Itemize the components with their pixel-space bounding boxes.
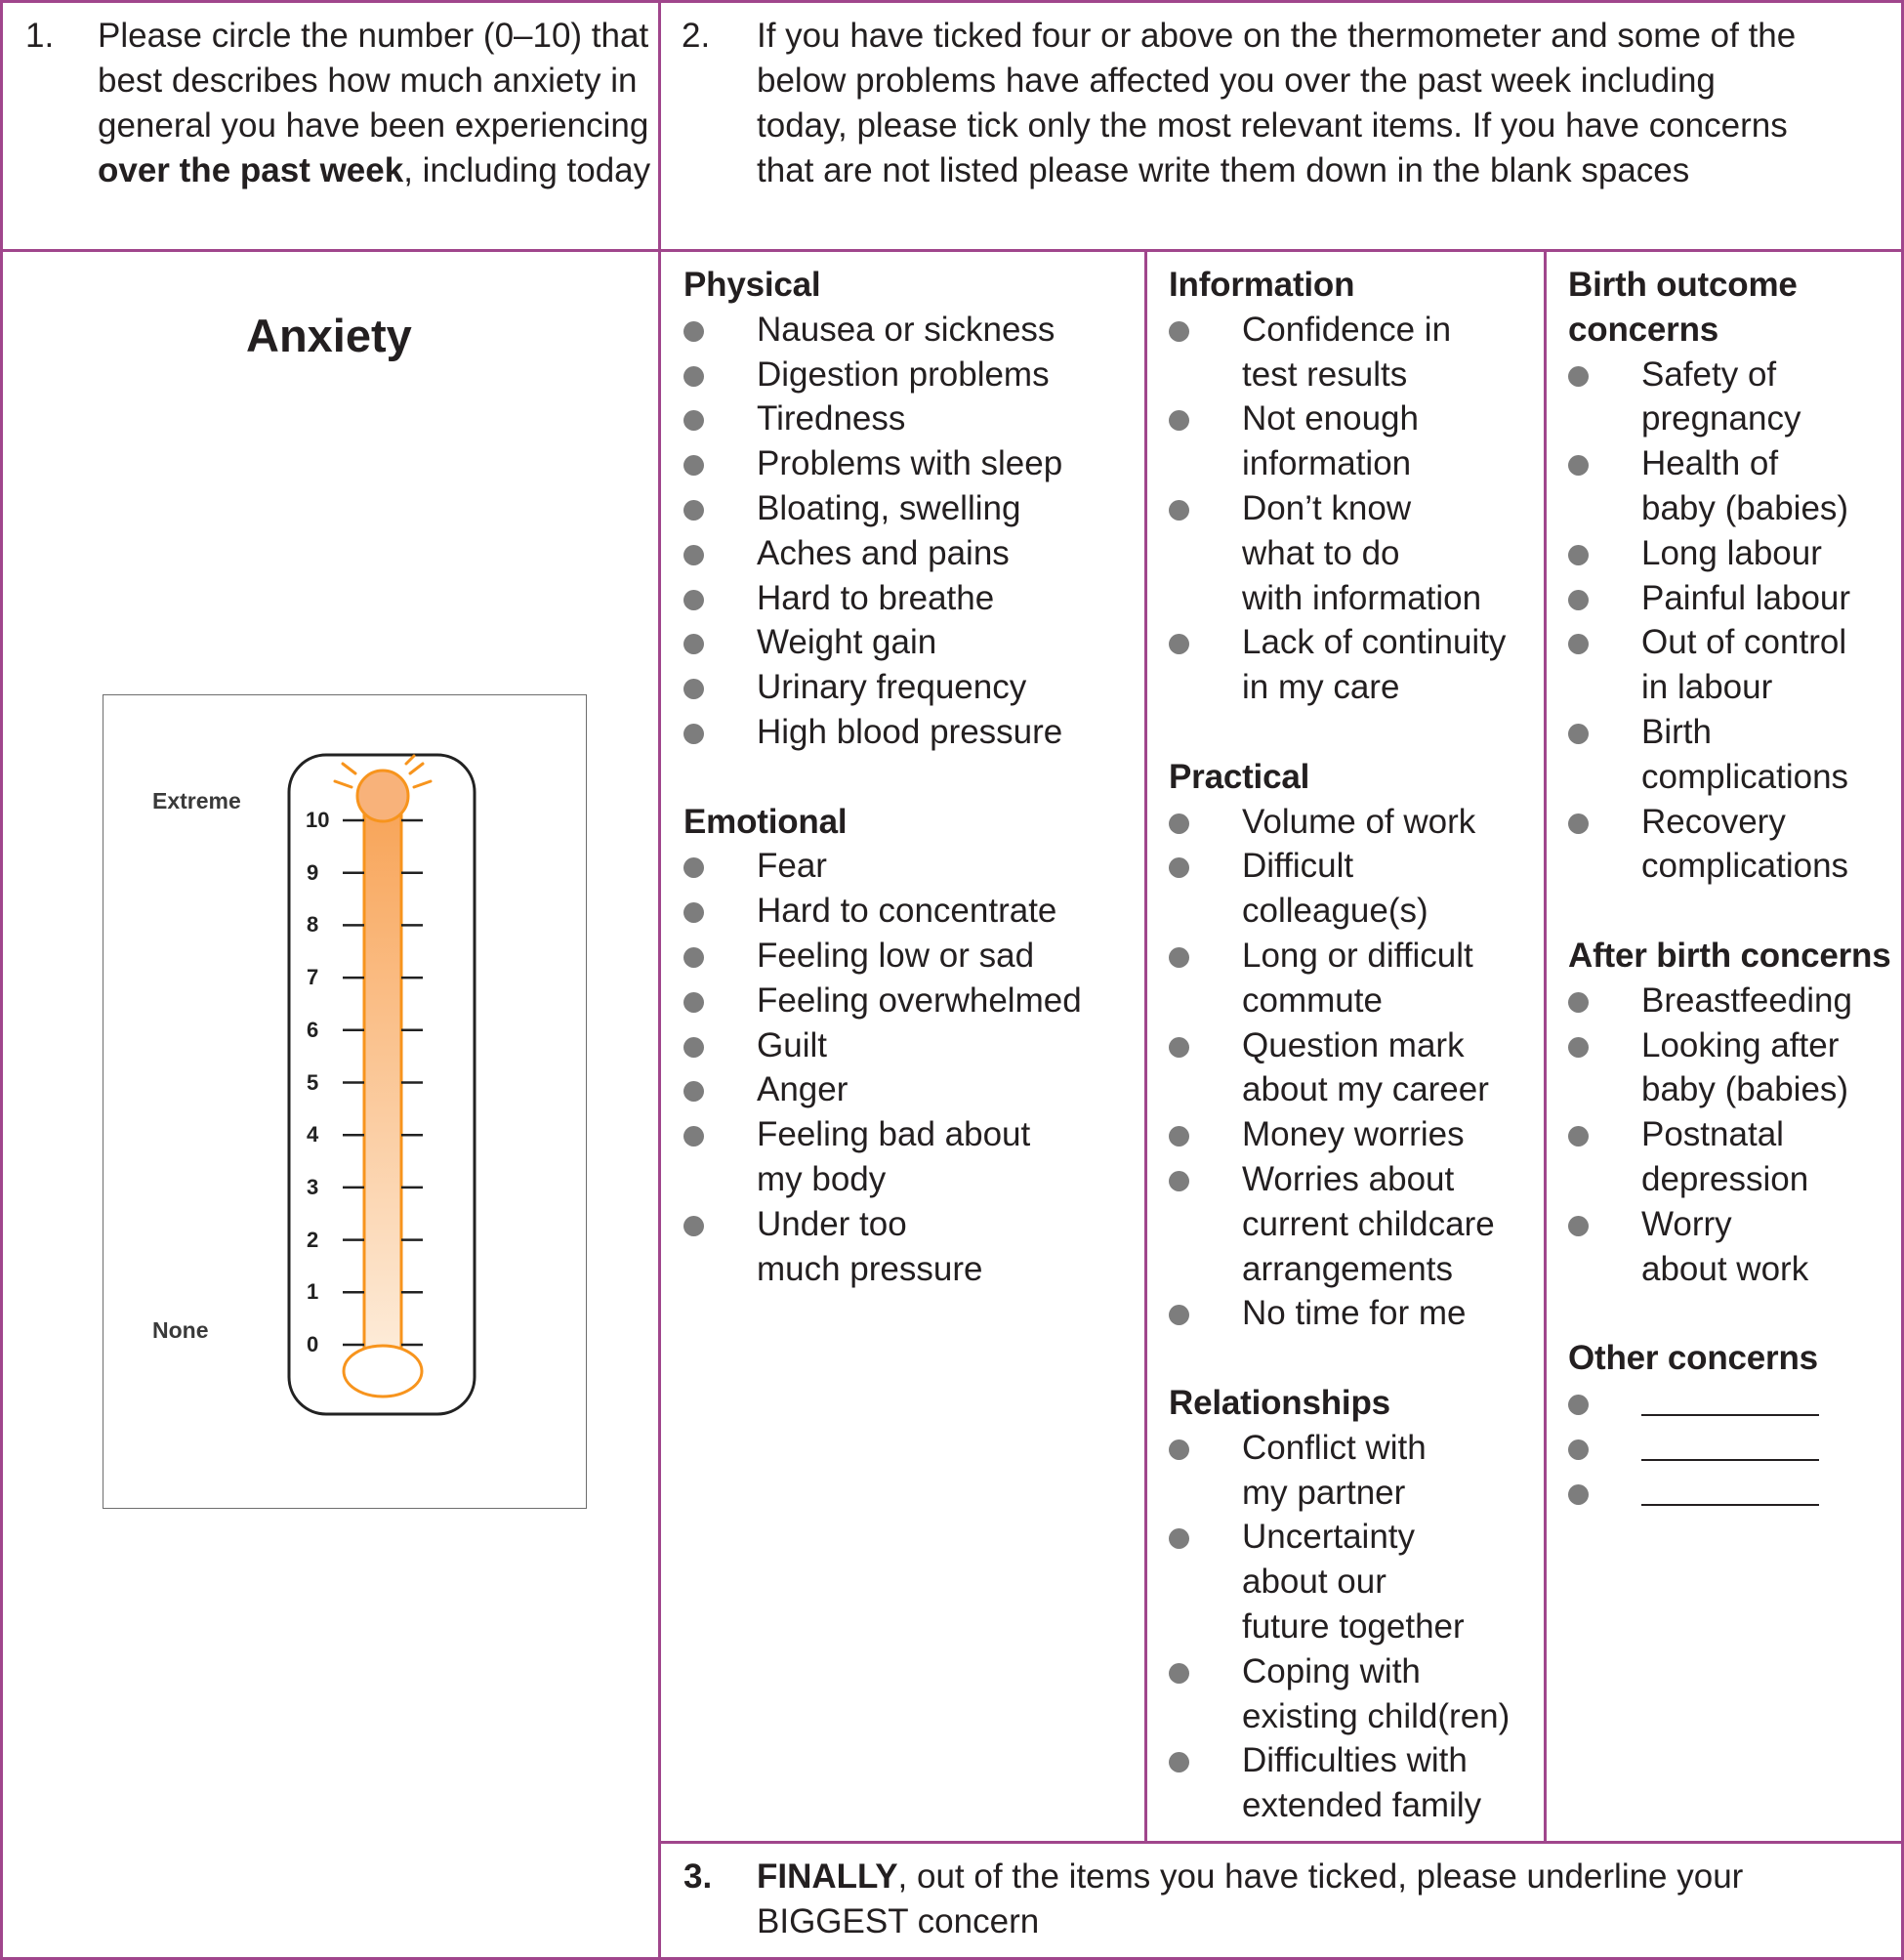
- bullet-icon: [683, 857, 704, 878]
- checklist-item-problems-with-sleep[interactable]: [683, 441, 1133, 486]
- checklist-item-aches-and-pains[interactable]: [683, 531, 1133, 576]
- item-label: Worry: [1641, 1204, 1732, 1243]
- question-1-text: Please circle the number (0–10) that best describes how much anxiety in general you have been experiencing over the past week, including today: [98, 17, 651, 189]
- list-divider-1: [1144, 249, 1147, 1843]
- concern-column-2: [1169, 263, 1540, 1828]
- bullet-icon: [1169, 1305, 1189, 1325]
- question-1-number: 1.: [25, 17, 55, 55]
- item-label: Under too: [757, 1204, 907, 1243]
- checklist-item-safety-of-pregnancy[interactable]: [1568, 353, 1900, 442]
- thermometer-graphic[interactable]: [103, 695, 588, 1510]
- checklist-item-confidence-in-test-results[interactable]: [1169, 308, 1540, 397]
- main-column-divider: [658, 0, 661, 1960]
- checklist-item-urinary-frequency[interactable]: [683, 665, 1133, 710]
- bullet-icon: [683, 1081, 704, 1102]
- item-label: Long labour: [1641, 533, 1822, 572]
- checklist-item-breastfeeding[interactable]: [1568, 979, 1900, 1023]
- item-label: Difficult: [1242, 847, 1354, 886]
- item-label: Feeling overwhelmed: [757, 980, 1082, 1020]
- bullet-icon: [1568, 366, 1589, 387]
- item-label: Nausea or sickness: [757, 310, 1055, 349]
- checklist-item-difficult-colleague-s[interactable]: [1169, 844, 1540, 934]
- scale-number-9[interactable]: 9: [307, 859, 319, 885]
- bullet-icon: [683, 947, 704, 968]
- item-label: Digestion problems: [757, 354, 1050, 394]
- concern-column-3: [1568, 263, 1900, 1515]
- checklist-item-question-mark-about-my-career[interactable]: [1169, 1023, 1540, 1113]
- checklist-item-nausea-or-sickness[interactable]: [683, 308, 1133, 353]
- item-label: Birth: [1641, 712, 1712, 751]
- checklist-item-feeling-overwhelmed[interactable]: [683, 979, 1133, 1023]
- item-label: commute: [1242, 980, 1383, 1020]
- item-label: Tiredness: [757, 399, 906, 438]
- bullet-icon: [683, 321, 704, 342]
- scale-number-10[interactable]: 10: [306, 808, 330, 832]
- item-label: baby (babies): [1641, 1070, 1849, 1109]
- item-label: Feeling low or sad: [757, 936, 1035, 975]
- list-divider-2: [1544, 249, 1547, 1843]
- bullet-icon: [1568, 813, 1589, 834]
- item-label: future together: [1242, 1606, 1465, 1646]
- checklist-item-long-or-difficult-commute[interactable]: [1169, 934, 1540, 1023]
- scale-number-5[interactable]: 5: [307, 1069, 319, 1095]
- bullet-icon: [1169, 1439, 1189, 1460]
- item-label: my body: [757, 1159, 887, 1198]
- item-label: in my care: [1242, 668, 1400, 707]
- item-label: existing child(ren): [1242, 1696, 1511, 1735]
- item-label: complications: [1641, 847, 1849, 886]
- blank-line-input[interactable]: [1641, 1471, 1819, 1506]
- bullet-icon: [683, 992, 704, 1013]
- extreme-label: Extreme: [152, 788, 241, 813]
- none-label: None: [152, 1317, 209, 1343]
- checklist-item-volume-of-work[interactable]: [1169, 800, 1540, 845]
- item-label: extended family: [1242, 1786, 1482, 1825]
- checklist-item-coping-with-existing-child-ren[interactable]: [1169, 1649, 1540, 1739]
- item-label: Not enough: [1242, 399, 1419, 438]
- item-label: pregnancy: [1641, 399, 1801, 438]
- concern-column-1: [683, 263, 1133, 1291]
- bullet-icon: [683, 1037, 704, 1058]
- item-label: Problems with sleep: [757, 444, 1063, 483]
- bullet-icon: [1169, 634, 1189, 654]
- header-divider: [0, 249, 1904, 252]
- bullet-icon: [1568, 1126, 1589, 1147]
- item-label: Don’t know: [1242, 488, 1412, 527]
- item-label: Volume of work: [1242, 802, 1476, 841]
- item-label: Urinary frequency: [757, 668, 1027, 707]
- bullet-icon: [1169, 410, 1189, 431]
- bullet-icon: [1169, 500, 1189, 521]
- item-label: much pressure: [757, 1249, 983, 1288]
- item-label: information: [1242, 444, 1412, 483]
- bullet-icon: [683, 1216, 704, 1236]
- checklist-item-money-worries[interactable]: [1169, 1112, 1540, 1157]
- category-heading-information: Information: [1169, 266, 1355, 304]
- item-label: Lack of continuity: [1242, 623, 1507, 662]
- checklist-item-anger[interactable]: [683, 1067, 1133, 1112]
- border-left: [0, 0, 3, 1960]
- bullet-icon: [1568, 590, 1589, 610]
- item-label: Painful labour: [1641, 578, 1851, 617]
- item-label: with information: [1242, 578, 1482, 617]
- border-top: [0, 0, 1904, 3]
- bullet-icon: [683, 724, 704, 744]
- thermometer-title: Anxiety: [246, 310, 412, 361]
- item-label: Worries about: [1242, 1159, 1455, 1198]
- item-label: about work: [1641, 1249, 1809, 1288]
- item-label: Safety of: [1641, 354, 1777, 394]
- bullet-icon: [1568, 1216, 1589, 1236]
- bullet-icon: [1568, 1395, 1589, 1415]
- item-label: Guilt: [757, 1025, 827, 1064]
- scale-number-6[interactable]: 6: [307, 1017, 319, 1042]
- item-label: Feeling bad about: [757, 1115, 1031, 1154]
- bullet-icon: [1169, 947, 1189, 968]
- bullet-icon: [1568, 455, 1589, 476]
- section-gap: [1169, 1336, 1540, 1381]
- item-label: Out of control: [1641, 623, 1847, 662]
- section-gap: [683, 755, 1133, 800]
- question-3-text: FINALLY, out of the items you have ticked, please underline your BIGGEST concern: [757, 1857, 1744, 1940]
- checklist-item-difficulties-with-extended-family[interactable]: [1169, 1738, 1540, 1828]
- item-label: test results: [1242, 354, 1408, 394]
- checklist-item-painful-labour[interactable]: [1568, 576, 1900, 621]
- blank-line-input[interactable]: [1641, 1426, 1819, 1461]
- item-label: Conflict with: [1242, 1428, 1427, 1467]
- section-gap: [1169, 710, 1540, 755]
- question-3-number: 3.: [683, 1857, 713, 1896]
- blank-concern-item[interactable]: [1568, 1381, 1900, 1426]
- checklist-item-birth-complications[interactable]: [1568, 710, 1900, 800]
- checklist-item-digestion-problems[interactable]: [683, 353, 1133, 397]
- blank-line-input[interactable]: [1641, 1381, 1819, 1416]
- item-label: Health of: [1641, 444, 1779, 483]
- item-label: Confidence in: [1242, 310, 1452, 349]
- bullet-icon: [683, 902, 704, 923]
- bullet-icon: [683, 679, 704, 699]
- bullet-icon: [1169, 1171, 1189, 1191]
- scale-number-4[interactable]: 4: [307, 1122, 319, 1147]
- bullet-icon: [683, 455, 704, 476]
- checklist-item-guilt[interactable]: [683, 1023, 1133, 1068]
- item-label: No time for me: [1242, 1294, 1467, 1333]
- checklist-item-worries-about-current-childcare-arrangements[interactable]: [1169, 1157, 1540, 1291]
- item-label: Question mark: [1242, 1025, 1465, 1064]
- category-heading-after-birth-concerns: After birth concerns: [1568, 936, 1891, 975]
- bullet-icon: [1568, 1484, 1589, 1505]
- category-heading-relationships: Relationships: [1169, 1383, 1390, 1422]
- item-label: in labour: [1641, 668, 1773, 707]
- item-label: about our: [1242, 1563, 1387, 1602]
- bullet-icon: [1568, 992, 1589, 1013]
- footer-divider: [658, 1841, 1904, 1844]
- category-heading-other-concerns: Other concerns: [1568, 1339, 1818, 1378]
- bullet-icon: [683, 366, 704, 387]
- checklist-item-fear[interactable]: [683, 844, 1133, 889]
- anxiety-thermometer: [103, 694, 587, 1509]
- checklist-item-not-enough-information[interactable]: [1169, 396, 1540, 486]
- item-label: arrangements: [1242, 1249, 1453, 1288]
- item-label: baby (babies): [1641, 488, 1849, 527]
- item-label: Long or difficult: [1242, 936, 1473, 975]
- checklist-item-bloating-swelling[interactable]: [683, 486, 1133, 531]
- bullet-icon: [683, 590, 704, 610]
- bullet-icon: [683, 634, 704, 654]
- item-label: colleague(s): [1242, 892, 1428, 931]
- item-label: Anger: [757, 1070, 849, 1109]
- category-heading-birth-outcome-concerns: Birth outcome: [1568, 266, 1798, 304]
- scale-number-2[interactable]: 2: [307, 1227, 319, 1252]
- item-label: Recovery: [1641, 802, 1786, 841]
- checklist-item-tiredness[interactable]: [683, 396, 1133, 441]
- blank-concern-item[interactable]: [1568, 1426, 1900, 1471]
- scale-number-7[interactable]: 7: [307, 965, 319, 990]
- blank-concern-item[interactable]: [1568, 1471, 1900, 1516]
- checklist-item-lack-of-continuity-in-my-care[interactable]: [1169, 620, 1540, 710]
- checklist-item-postnatal-depression[interactable]: [1568, 1112, 1900, 1202]
- question-2-number: 2.: [682, 17, 711, 55]
- item-label: Postnatal: [1641, 1115, 1784, 1154]
- thermometer-top-bulb: [357, 771, 408, 821]
- item-label: Coping with: [1242, 1651, 1421, 1690]
- checklist-item-looking-after-baby-babies[interactable]: [1568, 1023, 1900, 1113]
- item-label: current childcare: [1242, 1204, 1495, 1243]
- checklist-item-no-time-for-me[interactable]: [1169, 1291, 1540, 1336]
- item-label: Bloating, swelling: [757, 488, 1021, 527]
- thermometer-tube: [364, 798, 401, 1350]
- bullet-icon: [683, 500, 704, 521]
- bullet-icon: [1568, 1037, 1589, 1058]
- thermometer-bottom-bulb: [344, 1346, 422, 1397]
- item-label: Uncertainty: [1242, 1518, 1416, 1557]
- bullet-icon: [1568, 634, 1589, 654]
- bullet-icon: [1169, 813, 1189, 834]
- scale-number-8[interactable]: 8: [307, 912, 319, 938]
- category-heading-birth-outcome-concerns: concerns: [1568, 310, 1719, 349]
- checklist-item-recovery-complications[interactable]: [1568, 800, 1900, 890]
- checklist-item-worry-about-work[interactable]: [1568, 1202, 1900, 1292]
- item-label: Breastfeeding: [1641, 980, 1852, 1020]
- item-label: complications: [1641, 757, 1849, 796]
- item-label: what to do: [1242, 533, 1400, 572]
- bullet-icon: [683, 545, 704, 565]
- checklist-item-weight-gain[interactable]: [683, 620, 1133, 665]
- checklist-item-high-blood-pressure[interactable]: [683, 710, 1133, 755]
- bullet-icon: [683, 410, 704, 431]
- bullet-icon: [1568, 1439, 1589, 1460]
- item-label: Hard to breathe: [757, 578, 995, 617]
- item-label: Aches and pains: [757, 533, 1010, 572]
- question-2-text: If you have ticked four or above on the thermometer and some of the below problems have affected you over the past week including today, please tick only the most relevant items. If you have concerns that are not listed please write them down in the blank spaces: [757, 17, 1797, 189]
- category-heading-physical: Physical: [683, 266, 821, 304]
- checklist-item-out-of-control-in-labour[interactable]: [1568, 620, 1900, 710]
- bullet-icon: [1169, 857, 1189, 878]
- section-gap: [1568, 1291, 1900, 1336]
- scale-number-1[interactable]: 1: [307, 1279, 319, 1305]
- item-label: Money worries: [1242, 1115, 1465, 1154]
- bullet-icon: [1568, 724, 1589, 744]
- item-label: Fear: [757, 847, 827, 886]
- checklist-item-feeling-low-or-sad[interactable]: [683, 934, 1133, 979]
- section-gap: [1568, 889, 1900, 934]
- item-label: about my career: [1242, 1070, 1489, 1109]
- checklist-item-don-t-know-what-to-do-with-information[interactable]: [1169, 486, 1540, 620]
- checklist-item-feeling-bad-about-my-body[interactable]: [683, 1112, 1133, 1202]
- item-label: my partner: [1242, 1473, 1406, 1512]
- scale-number-0[interactable]: 0: [307, 1332, 319, 1356]
- checklist-item-conflict-with-my-partner[interactable]: [1169, 1426, 1540, 1516]
- bullet-icon: [1169, 1752, 1189, 1772]
- checklist-item-uncertainty-about-our-future-together[interactable]: [1169, 1515, 1540, 1648]
- item-label: High blood pressure: [757, 712, 1063, 751]
- bullet-icon: [1169, 1126, 1189, 1147]
- category-heading-practical: Practical: [1169, 757, 1310, 796]
- checklist-item-long-labour[interactable]: [1568, 531, 1900, 576]
- bullet-icon: [1169, 1663, 1189, 1684]
- scale-number-3[interactable]: 3: [307, 1174, 319, 1199]
- bullet-icon: [1169, 321, 1189, 342]
- checklist-item-hard-to-concentrate[interactable]: [683, 889, 1133, 934]
- item-label: Difficulties with: [1242, 1741, 1468, 1780]
- item-label: depression: [1641, 1159, 1809, 1198]
- bullet-icon: [1169, 1037, 1189, 1058]
- checklist-item-under-too-much-pressure[interactable]: [683, 1202, 1133, 1292]
- item-label: Hard to concentrate: [757, 892, 1057, 931]
- checklist-item-hard-to-breathe[interactable]: [683, 576, 1133, 621]
- bullet-icon: [1568, 545, 1589, 565]
- checklist-item-health-of-baby-babies[interactable]: [1568, 441, 1900, 531]
- bullet-icon: [1169, 1528, 1189, 1549]
- bullet-icon: [683, 1126, 704, 1147]
- item-label: Looking after: [1641, 1025, 1840, 1064]
- category-heading-emotional: Emotional: [683, 802, 848, 841]
- item-label: Weight gain: [757, 623, 937, 662]
